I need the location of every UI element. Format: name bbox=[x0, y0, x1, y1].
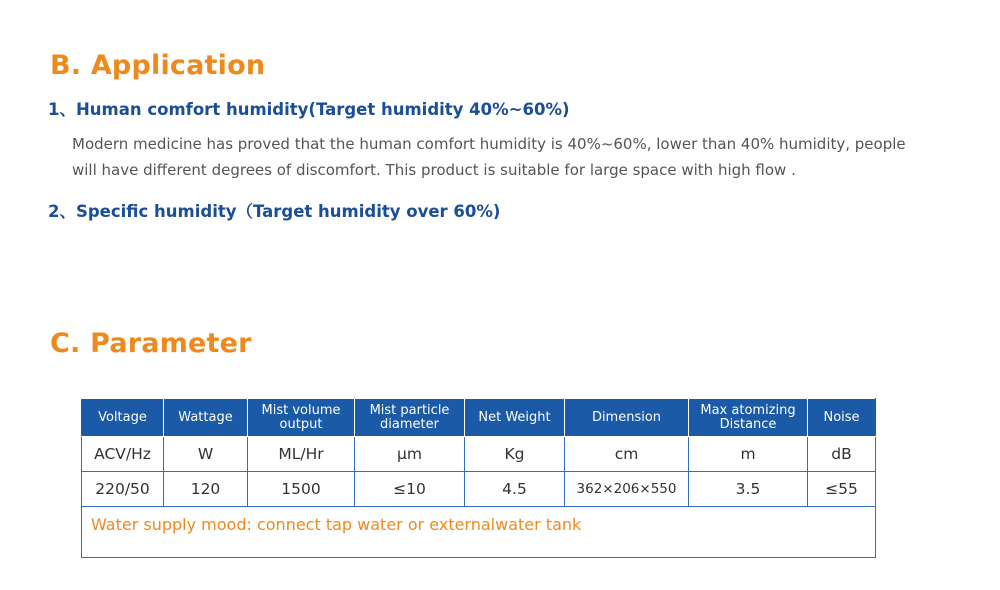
parameter-title: C. Parameter bbox=[50, 328, 252, 359]
header-mist-volume-line1: Mist volume bbox=[261, 402, 341, 418]
value-voltage: 220/50 bbox=[82, 472, 164, 507]
table-row-note bbox=[82, 507, 876, 558]
value-mist-volume: 1500 bbox=[248, 472, 355, 507]
header-dimension-label: Dimension bbox=[591, 409, 662, 425]
header-mist-particle bbox=[355, 399, 465, 437]
unit-mist-particle: μm bbox=[355, 437, 465, 472]
application-title: B. Application bbox=[50, 50, 266, 81]
unit-wattage: W bbox=[164, 437, 248, 472]
value-max-atomizing: 3.5 bbox=[689, 472, 808, 507]
unit-dimension: cm bbox=[565, 437, 689, 472]
value-mist-particle: ≤10 bbox=[355, 472, 465, 507]
header-dimension bbox=[565, 399, 689, 437]
header-mist-volume bbox=[248, 399, 355, 437]
header-voltage-label: Voltage bbox=[98, 409, 147, 425]
header-mist-particle-line1: Mist particle bbox=[369, 402, 450, 418]
unit-net-weight: Kg bbox=[465, 437, 565, 472]
description-line-1: Modern medicine has proved that the human comfort humidity is 40%~60%, lower than 40% humidity, people bbox=[72, 135, 906, 153]
header-net-weight-label: Net Weight bbox=[478, 409, 551, 425]
header-mist-volume-line2: output bbox=[279, 416, 323, 432]
header-max-atomizing-line2: Distance bbox=[719, 416, 777, 432]
table-row-units bbox=[82, 437, 876, 472]
table-header-row bbox=[82, 399, 876, 437]
header-wattage bbox=[164, 399, 248, 437]
comfort-humidity-heading: 1、Human comfort humidity(Target humidity 40%~60%) bbox=[48, 100, 570, 119]
header-mist-particle-line2: diameter bbox=[380, 416, 439, 432]
table-row-values bbox=[82, 472, 876, 507]
parameter-table bbox=[81, 398, 876, 558]
description-line-2: will have different degrees of discomfort. This product is suitable for large space with high flow . bbox=[72, 161, 796, 179]
unit-mist-volume: ML/Hr bbox=[248, 437, 355, 472]
unit-max-atomizing: m bbox=[689, 437, 808, 472]
value-net-weight: 4.5 bbox=[465, 472, 565, 507]
unit-voltage: ACV/Hz bbox=[82, 437, 164, 472]
value-noise: ≤55 bbox=[808, 472, 876, 507]
header-noise bbox=[808, 399, 876, 437]
specific-humidity-heading: 2、Specific humidity（Target humidity over 60%) bbox=[48, 202, 501, 221]
value-wattage: 120 bbox=[164, 472, 248, 507]
header-wattage-label: Wattage bbox=[178, 409, 233, 425]
comfort-humidity-description bbox=[72, 131, 972, 183]
unit-noise: dB bbox=[808, 437, 876, 472]
water-supply-note: Water supply mood: connect tap water or externalwater tank bbox=[82, 507, 876, 558]
header-max-atomizing-line1: Max atomizing bbox=[700, 402, 796, 418]
header-voltage bbox=[82, 399, 164, 437]
value-dimension: 362×206×550 bbox=[565, 472, 689, 507]
header-net-weight bbox=[465, 399, 565, 437]
header-max-atomizing bbox=[689, 399, 808, 437]
header-noise-label: Noise bbox=[823, 409, 860, 425]
